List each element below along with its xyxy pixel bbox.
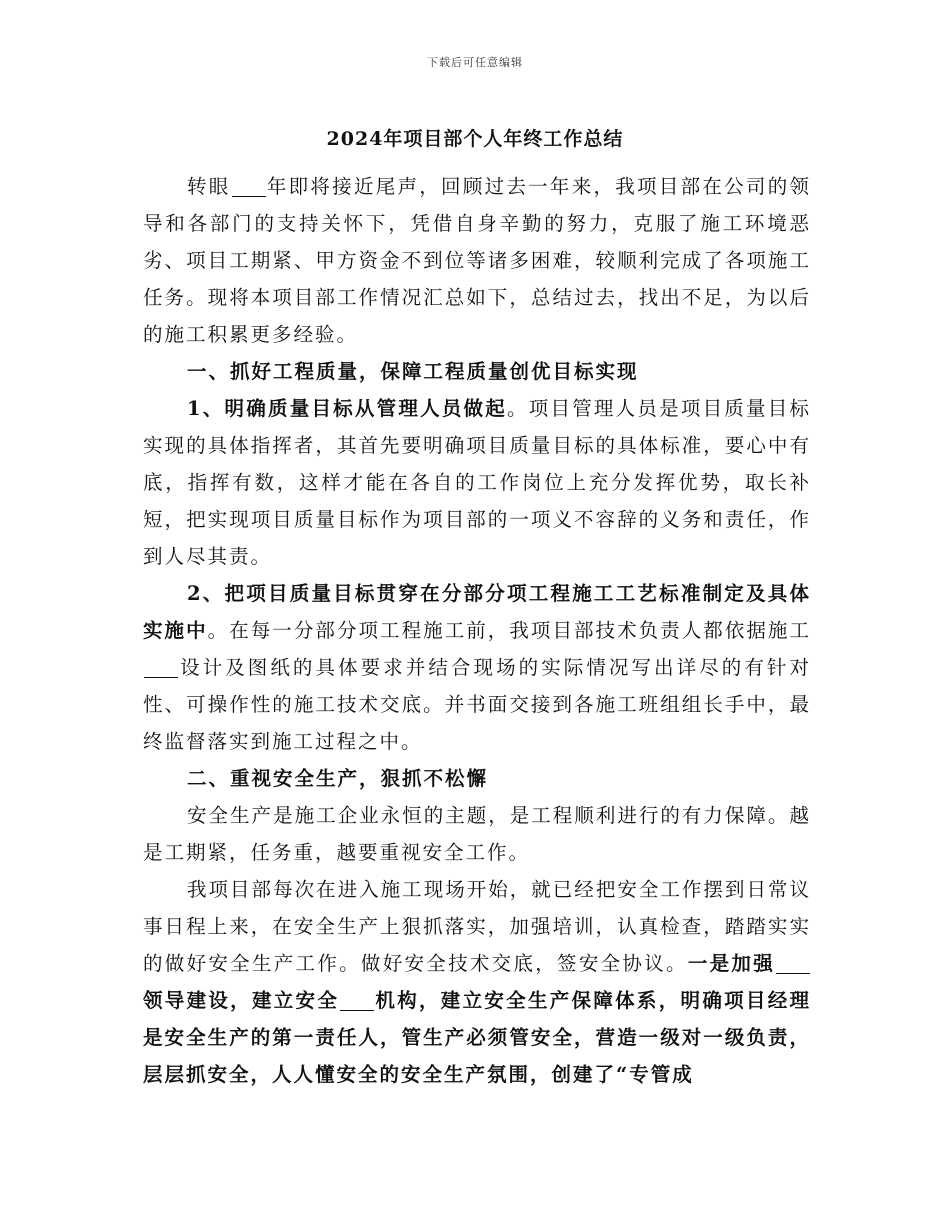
- quality-paragraph-2: [143, 575, 811, 760]
- safety-bold-1: 一是加强: [687, 952, 775, 975]
- page-header: 下载后可任意编辑: [427, 56, 523, 69]
- safety-paragraph-2: [143, 871, 811, 1093]
- quality-point-2-text-a: 。在每一分部分项工程施工前，我项目部技术负责人都依据施工: [207, 619, 811, 642]
- quality-point-2-text-b: 设计及图纸的具体要求并结合现场的实际情况写出详尽的有针对性、可操作性的施工技术交底。并书面交接到各施工班组组长手中，最终监督落实到施工过程之中。: [143, 656, 811, 753]
- intro-text-b: 年即将接近尾声，回顾过去一年来，我项目部在公司的领导和各部门的支持关怀下，凭借自身辛勤的努力，克服了施工环境恶劣、项目工期紧、甲方资金不到位等诸多困难，较顺利完成了各项施工任务。现将本项目部工作情况汇总如下，总结过去，找出不足，为以后的施工积累更多经验。: [143, 175, 811, 346]
- document-body: [143, 168, 811, 1093]
- blank-field: [776, 954, 810, 975]
- intro-text-a: 转眼: [187, 175, 231, 198]
- document-title: 2024年项目部个人年终工作总结: [326, 128, 624, 150]
- quality-point-2-lead: 2、把项目质量目标贯穿在分部分项工程施工工艺标准制定及具体实施中: [143, 582, 811, 642]
- safety-paragraph-1: 安全生产是施工企业永恒的主题，是工程顺利进行的有力保障。越是工期紧，任务重，越要重视安全工作。: [143, 804, 811, 864]
- blank-field: [232, 177, 266, 198]
- safety-bold-2: 领导建设，建立安全: [143, 989, 340, 1012]
- intro-paragraph: [143, 168, 811, 353]
- quality-point-1-text: 。项目管理人员是项目质量目标实现的具体指挥者，其首先要明确项目质量目标的具体标准，要心中有底，指挥有数，这样才能在各自的工作岗位上充分发挥优势，取长补短，把实现项目质量目标作为项目部的一项义不容辞的义务和责任，作到人尽其责。: [143, 397, 811, 568]
- safety-text: 我项目部每次在进入施工现场开始，就已经把安全工作摆到日常议事日程上来，在安全生产上狠抓落实，加强培训，认真检查，踏踏实实的做好安全生产工作。做好安全技术交底，签安全协议。: [143, 878, 811, 975]
- quality-paragraph-1: [143, 390, 811, 575]
- safety-bold-3: 机构，建立安全生产保障体系，明确项目经理是安全生产的第一责任人，管生产必须管安全，营造一级对一级负责，层层抓安全，人人懂安全的安全生产氛围，创建了“专管成: [143, 989, 811, 1086]
- section-heading-quality: 一、抓好工程质量，保障工程质量创优目标实现: [187, 360, 639, 383]
- quality-point-1-lead: 1、明确质量目标从管理人员做起: [187, 397, 508, 420]
- section-heading-safety: 二、重视安全生产，狠抓不松懈: [187, 767, 489, 790]
- blank-field: [340, 991, 374, 1012]
- blank-field: [144, 658, 178, 679]
